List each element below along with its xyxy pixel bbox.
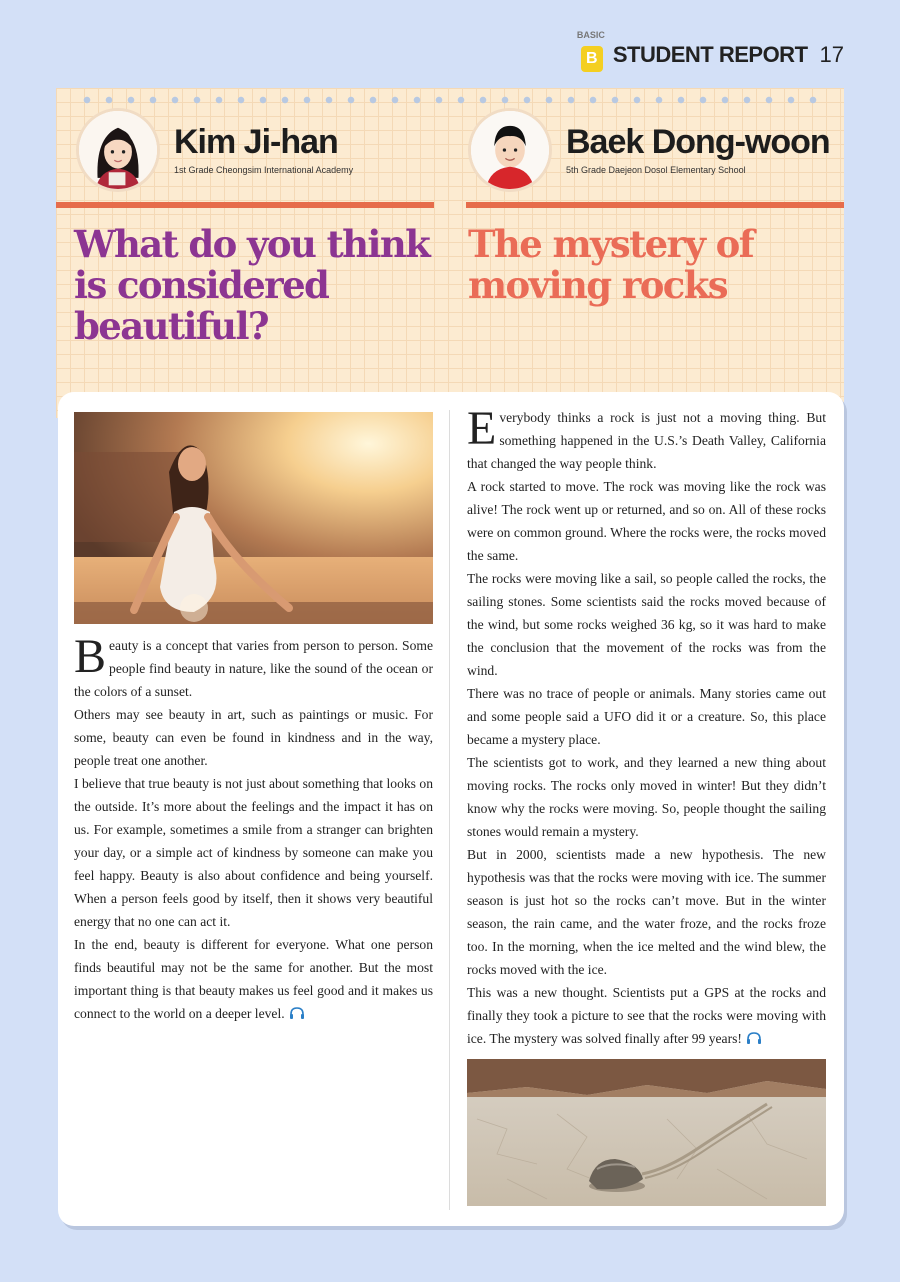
decorative-dot-row bbox=[76, 96, 824, 104]
paragraph: There was no trace of people or animals. Many stories came out and some people said a UFO did it or a creature. So, this place became a mystery place. bbox=[467, 686, 826, 747]
article-beauty bbox=[74, 630, 433, 1025]
page-number: 17 bbox=[819, 42, 844, 67]
author-school: 1st Grade Cheongsim International Academy bbox=[174, 165, 354, 175]
report-header bbox=[576, 30, 844, 72]
paragraph: The scientists got to work, and they learned a new thing about moving rocks. The rocks only moved in winter! But they didn’t know why the rocks were moving. So, people thought the sailing stones would remain a mystery. bbox=[467, 755, 826, 839]
paragraph-text: verybody thinks a rock is just not a moving thing. But something happened in the U.S.’s Death Valley, California that changed the way people think. bbox=[467, 410, 826, 471]
basic-logo bbox=[576, 30, 605, 72]
woman-sunset-photo bbox=[74, 412, 433, 624]
paragraph-text: This was a new thought. Scientists put a GPS at the rocks and finally they took a picture to see that the rocks were moving with ice. The mystery was solved finally after 99 years! bbox=[467, 985, 826, 1046]
paragraph bbox=[74, 630, 433, 703]
paragraph-text: In the end, beauty is different for everyone. What one person finds beautiful may not be the same for another. But the most important thing is that beauty makes us feel good and it makes us connect to the world on a deeper level. bbox=[74, 937, 433, 1021]
article-moving-rocks bbox=[467, 402, 826, 1050]
headphones-icon bbox=[289, 1007, 305, 1019]
paragraph: But in 2000, scientists made a new hypothesis. The new hypothesis was that the rocks were moving with ice. The summer season is just hot so the rocks can’t move. But in the winter season, the rain came, and the water froze, and the rocks froze too. In the morning, when the ice melted and the wind blew, the rocks moved with the ice. bbox=[467, 847, 826, 977]
girl-portrait-icon bbox=[79, 111, 157, 189]
report-title: STUDENT REPORT bbox=[612, 42, 808, 67]
author-kim-ji-han bbox=[76, 108, 353, 192]
headline-moving-rocks: The mystery of moving rocks bbox=[468, 222, 754, 307]
avatar bbox=[76, 108, 160, 192]
avatar bbox=[468, 108, 552, 192]
author-school: 5th Grade Daejeon Dosol Elementary School bbox=[566, 165, 746, 175]
boy-portrait-icon bbox=[471, 111, 549, 189]
paragraph bbox=[467, 981, 826, 1050]
section-rule-left bbox=[56, 202, 434, 208]
section-rule-right bbox=[466, 202, 844, 208]
dropcap: E bbox=[467, 402, 497, 455]
paragraph: A rock started to move. The rock was moving like the rock was alive! The rock went up or returned, and so on. All of these rocks were on common ground. Where the rocks were, the rocks moved the same. bbox=[467, 479, 826, 563]
paragraph: The rocks were moving like a sail, so people called the rocks, the sailing stones. Some scientists said the rocks moved because of the wind, but some rocks weighed 36 kg, so it was hard to make the conclusion that the movement of the rocks was from the wind. bbox=[467, 571, 826, 678]
paragraph bbox=[467, 402, 826, 475]
dropcap: B bbox=[74, 630, 107, 683]
paragraph: Others may see beauty in art, such as paintings or music. For some, beauty can even be found in kindness and in the way, people treat one another. bbox=[74, 707, 433, 768]
paragraph bbox=[74, 933, 433, 1025]
author-baek-dong-woon bbox=[468, 108, 830, 192]
paragraph-text: eauty is a concept that varies from person to person. Some people find beauty in nature, like the sound of the ocean or the colors of a sunset. bbox=[74, 638, 433, 699]
author-name: Kim Ji-han bbox=[174, 123, 338, 161]
author-name: Baek Dong-woon bbox=[566, 123, 830, 161]
paragraph: I believe that true beauty is not just about something that looks on the outside. It’s more about the feelings and the impact it has on us. For example, sometimes a smile from a stranger can brighten your day, or a simple act of kindness by someone can make you feel happy. Beauty is also about confidence and being yourself. When a person feels good by itself, then it shows very beautiful energy that no one can act it. bbox=[74, 776, 433, 929]
headline-beauty: What do you think is considered beautiful? bbox=[74, 222, 430, 348]
logo-tag: BASIC bbox=[576, 30, 605, 40]
column-divider bbox=[449, 410, 450, 1210]
headphones-icon bbox=[746, 1032, 762, 1044]
sailing-stone-photo bbox=[467, 1059, 826, 1206]
logo-letter: B bbox=[581, 46, 603, 72]
